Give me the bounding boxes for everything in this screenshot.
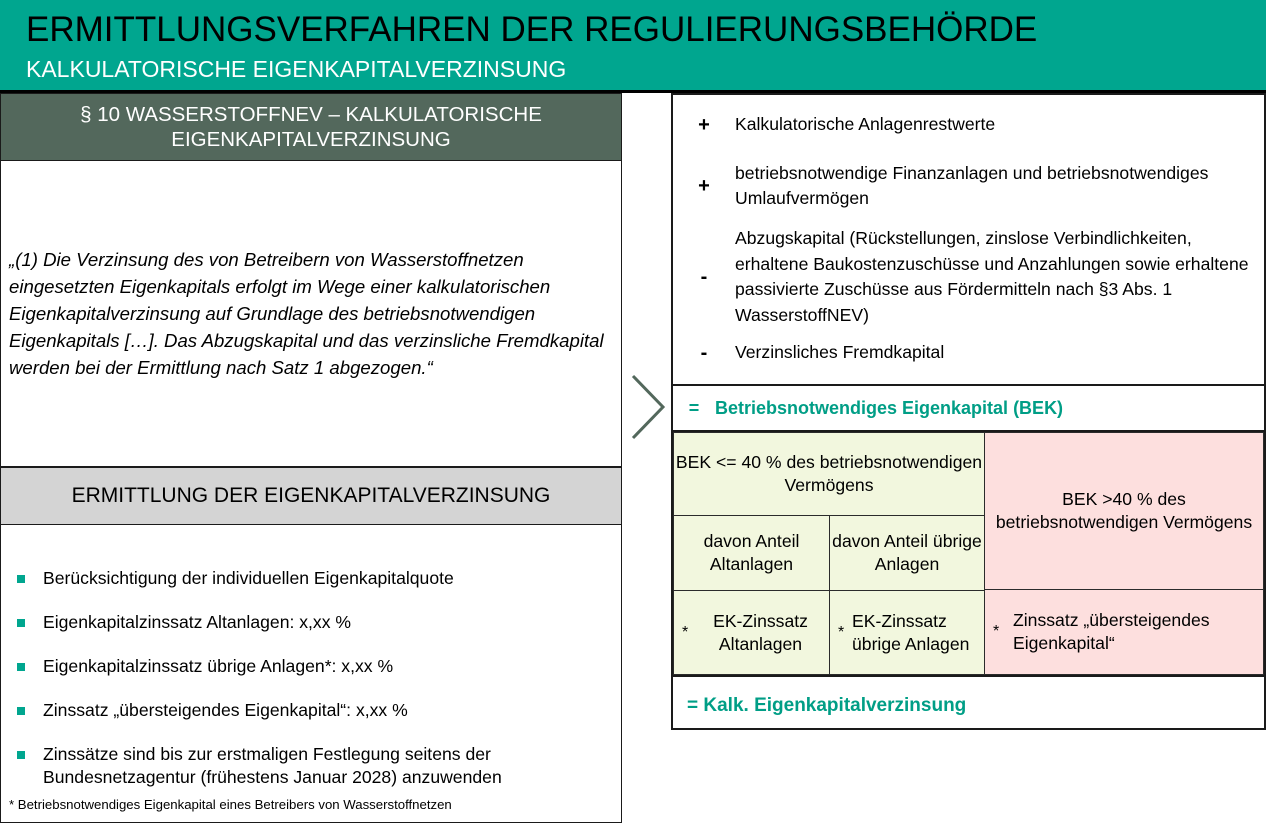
- calculation-row-operator: -: [700, 266, 708, 288]
- legal-quote-box: [0, 161, 622, 467]
- calculation-row: [673, 223, 1264, 331]
- chevron-right-icon: [627, 372, 669, 442]
- bullet-list-box: [0, 525, 622, 823]
- matrix-cell-share-alt-label: davon Anteil Altanlagen: [703, 531, 800, 574]
- bullet-square-icon: [17, 751, 25, 759]
- calculation-row-label: Abzugskapital (Rückstellungen, zinslose Verbindlichkeiten, erhaltene Baukostenzuschüsse und Anzahlungen sowie erhaltene passivierte Zuschüsse aus Fördermitteln nach §3 Abs. 1 WasserstoffNEV): [735, 228, 1249, 325]
- calculation-row: [673, 335, 1264, 371]
- list-item-label: Eigenkapitalzinssatz Altanlagen: x,xx %: [43, 612, 352, 632]
- right-panel: [671, 93, 1266, 730]
- list-item: [11, 567, 611, 590]
- section-heading-ermittlung-label: ERMITTLUNG DER EIGENKAPITALVERZINSUNG: [71, 484, 551, 507]
- matrix-cell-rate-excess-label: Zinssatz „übersteigendes Eigenkapital“: [1013, 610, 1210, 653]
- bullet-square-icon: [17, 663, 25, 671]
- page-title: ERMITTLUNGSVERFAHREN DER REGULIERUNGSBEHÖRDE: [26, 10, 1038, 49]
- page-subtitle: KALKULATORISCHE EIGENKAPITALVERZINSUNG: [26, 56, 567, 82]
- matrix-cell-rate-other: [829, 590, 985, 675]
- calculation-row-label: betriebsnotwendige Finanzanlagen und betriebsnotwendiges Umlaufvermögen: [735, 162, 1209, 208]
- list-item-label: Berücksichtigung der individuellen Eigenkapitalquote: [43, 568, 454, 588]
- bullet-square-icon: [17, 575, 25, 583]
- equals-row: [673, 384, 1264, 432]
- bullet-list: [11, 567, 611, 789]
- bullet-square-icon: [17, 707, 25, 715]
- calculation-row-operator: +: [698, 114, 710, 136]
- calculation-row-operator: +: [698, 175, 710, 197]
- calculation-row: [673, 103, 1264, 147]
- result-row-label: = Kalk. Eigenkapitalverzinsung: [687, 695, 967, 716]
- bek-matrix: [673, 432, 1264, 675]
- list-item: [11, 655, 611, 678]
- matrix-cell-bek-low: [673, 432, 985, 516]
- calculation-row-operator: -: [700, 342, 708, 364]
- list-item-label: Zinssatz „übersteigendes Eigenkapital“: x,xx %: [43, 700, 408, 720]
- list-item: [11, 699, 611, 722]
- matrix-cell-bek-high: [984, 432, 1264, 590]
- result-row: [673, 675, 1264, 728]
- matrix-cell-rate-alt-label: EK-Zinssatz Altanlagen: [713, 610, 808, 654]
- calculation-row-label: Kalkulatorische Anlagenrestwerte: [735, 114, 996, 135]
- calculation-row: [673, 157, 1264, 215]
- section-heading-paragraph10-label: § 10 WASSERSTOFFNEV – KALKULATORISCHE EIGENKAPITALVERZINSUNG: [80, 103, 542, 151]
- matrix-cell-rate-alt: [673, 590, 830, 675]
- multiply-symbol-icon: *: [993, 623, 1000, 640]
- list-item-label: Zinssätze sind bis zur erstmaligen Festlegung seitens der Bundesnetzagentur (frühestens Januar 2028) anzuwenden: [43, 744, 502, 787]
- matrix-cell-share-other: [829, 515, 985, 591]
- header-banner: [0, 0, 1266, 90]
- matrix-cell-rate-excess: [984, 589, 1264, 675]
- section-heading-paragraph10: [0, 93, 622, 161]
- matrix-cell-rate-other-label: EK-Zinssatz übrige Anlagen: [852, 610, 970, 654]
- list-item: [11, 743, 611, 789]
- multiply-symbol-icon: *: [838, 623, 845, 641]
- equals-row-label: Betriebsnotwendiges Eigenkapital (BEK): [715, 397, 1064, 418]
- bullet-square-icon: [17, 619, 25, 627]
- list-item: [11, 611, 611, 634]
- matrix-cell-bek-high-label: BEK >40 % des betriebsnotwendigen Vermögens: [995, 489, 1253, 532]
- calculation-row-label: Verzinsliches Fremdkapital: [735, 342, 945, 363]
- legal-quote-text: „(1) Die Verzinsung des von Betreibern von Wasserstoffnetzen eingesetzten Eigenkapitals erfolgt im Wege einer kalkulatorischen Eigenkapitalverzinsung auf Grundlage des betriebsnotwendigen Eigenkapitals […]. Das Abzugskapital und das verzinsliche Fremdkapital werden bei der Ermittlung nach Satz 1 abgezogen.“: [9, 249, 604, 378]
- list-item-label: Eigenkapitalzinssatz übrige Anlagen*: x,xx %: [43, 656, 394, 676]
- matrix-cell-share-other-label: davon Anteil übrige Anlagen: [832, 531, 982, 574]
- section-heading-ermittlung: [0, 467, 622, 525]
- left-panel: [0, 93, 622, 812]
- footnote: * Betriebsnotwendiges Eigenkapital eines Betreibers von Wasserstoffnetzen: [9, 797, 452, 812]
- multiply-symbol-icon: *: [682, 623, 689, 641]
- matrix-cell-bek-low-label: BEK <= 40 % des betriebsnotwendigen Vermögens: [675, 452, 983, 495]
- calculation-list: [673, 95, 1264, 384]
- equals-row-operator: =: [688, 397, 700, 418]
- matrix-cell-share-alt: [673, 515, 830, 591]
